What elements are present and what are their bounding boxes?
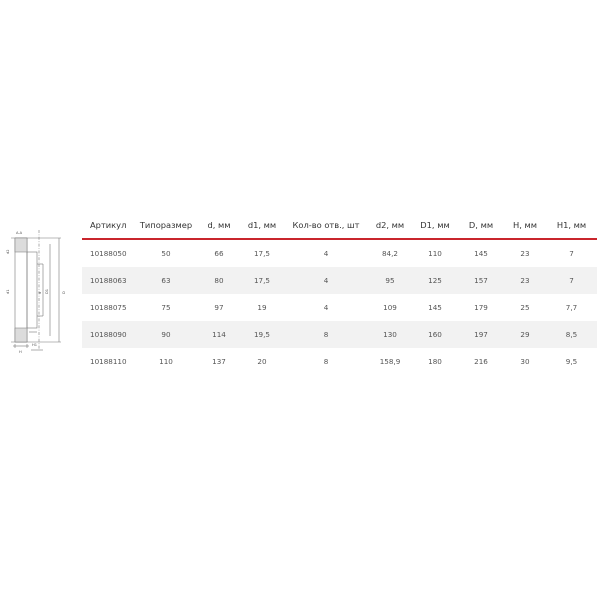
cell-article: 10188063 [82, 267, 134, 294]
table-row [82, 321, 597, 348]
cell-holes: 4 [284, 267, 368, 294]
dim-d-label: d [38, 291, 42, 294]
cell-holes: 4 [323, 303, 329, 312]
cell-D: 216 [474, 357, 488, 366]
table-row [82, 348, 597, 375]
cell-d2: 109 [383, 303, 397, 312]
cell-size: 90 [134, 321, 198, 348]
cell-D1: 125 [412, 267, 458, 294]
cell-D1: 110 [428, 249, 442, 258]
cell-size: 110 [159, 357, 173, 366]
dim-D1-label: D1 [45, 288, 49, 294]
cell-holes: 8 [284, 321, 368, 348]
cell-d1: 20 [257, 357, 267, 366]
cell-d1: 19 [257, 303, 267, 312]
cell-d: 97 [214, 303, 224, 312]
header-D: D, мм [458, 212, 504, 239]
cell-holes: 4 [323, 249, 329, 258]
header-d1: d1, мм [240, 212, 284, 239]
cell-size: 50 [161, 249, 171, 258]
header-article: Артикул [82, 212, 134, 239]
cell-H: 23 [504, 267, 546, 294]
table-row [82, 239, 597, 267]
cell-d1: 17,5 [253, 249, 270, 258]
header-D1: D1, мм [412, 212, 458, 239]
cell-H1: 7 [546, 267, 597, 294]
header-H1: H1, мм [546, 212, 597, 239]
cell-H: 29 [504, 321, 546, 348]
header-holes: Кол-во отв., шт [284, 212, 368, 239]
cell-size: 75 [161, 303, 171, 312]
cell-H1: 8,5 [546, 321, 597, 348]
cell-D1: 160 [412, 321, 458, 348]
dim-D-label: D [62, 291, 66, 294]
table-header-row [82, 212, 597, 239]
cell-H1: 9,5 [565, 357, 578, 366]
dim-H1-label: H1 [32, 343, 37, 347]
cell-d: 66 [214, 249, 224, 258]
cell-D1: 145 [428, 303, 442, 312]
cell-D: 197 [458, 321, 504, 348]
flange-hatching [15, 238, 27, 342]
cell-article: 10188050 [90, 249, 127, 258]
cell-article: 10188075 [90, 303, 127, 312]
cell-H: 30 [520, 357, 530, 366]
cell-H1: 7,7 [565, 303, 578, 312]
dim-d1-label: d1 [6, 289, 10, 294]
table-row [82, 267, 597, 294]
cell-d2: 158,9 [379, 357, 401, 366]
cell-D: 157 [458, 267, 504, 294]
cell-D1: 180 [428, 357, 442, 366]
cell-size: 63 [134, 267, 198, 294]
header-d: d, мм [198, 212, 240, 239]
cell-H1: 7 [569, 249, 574, 258]
cell-holes: 8 [323, 357, 329, 366]
cell-d2: 84,2 [381, 249, 398, 258]
cell-d: 137 [212, 357, 226, 366]
cell-d1: 17,5 [240, 267, 284, 294]
cell-H: 25 [520, 303, 530, 312]
cell-d: 80 [198, 267, 240, 294]
cell-d2: 130 [368, 321, 412, 348]
dim-d2-label: d2 [6, 249, 10, 254]
table-row [82, 294, 597, 321]
spec-table [82, 212, 597, 375]
cell-d2: 95 [368, 267, 412, 294]
header-H: H, мм [504, 212, 546, 239]
header-d2: d2, мм [368, 212, 412, 239]
cell-article: 10188090 [82, 321, 134, 348]
cell-D: 179 [474, 303, 488, 312]
cell-H: 23 [520, 249, 530, 258]
dim-H-label: H [19, 350, 22, 354]
section-label: A-A [16, 231, 23, 235]
cell-D: 145 [474, 249, 488, 258]
cell-d: 114 [198, 321, 240, 348]
cell-d1: 19,5 [240, 321, 284, 348]
flange-drawing [3, 224, 71, 354]
header-size: Типоразмер [134, 212, 198, 239]
cell-article: 10188110 [90, 357, 127, 366]
